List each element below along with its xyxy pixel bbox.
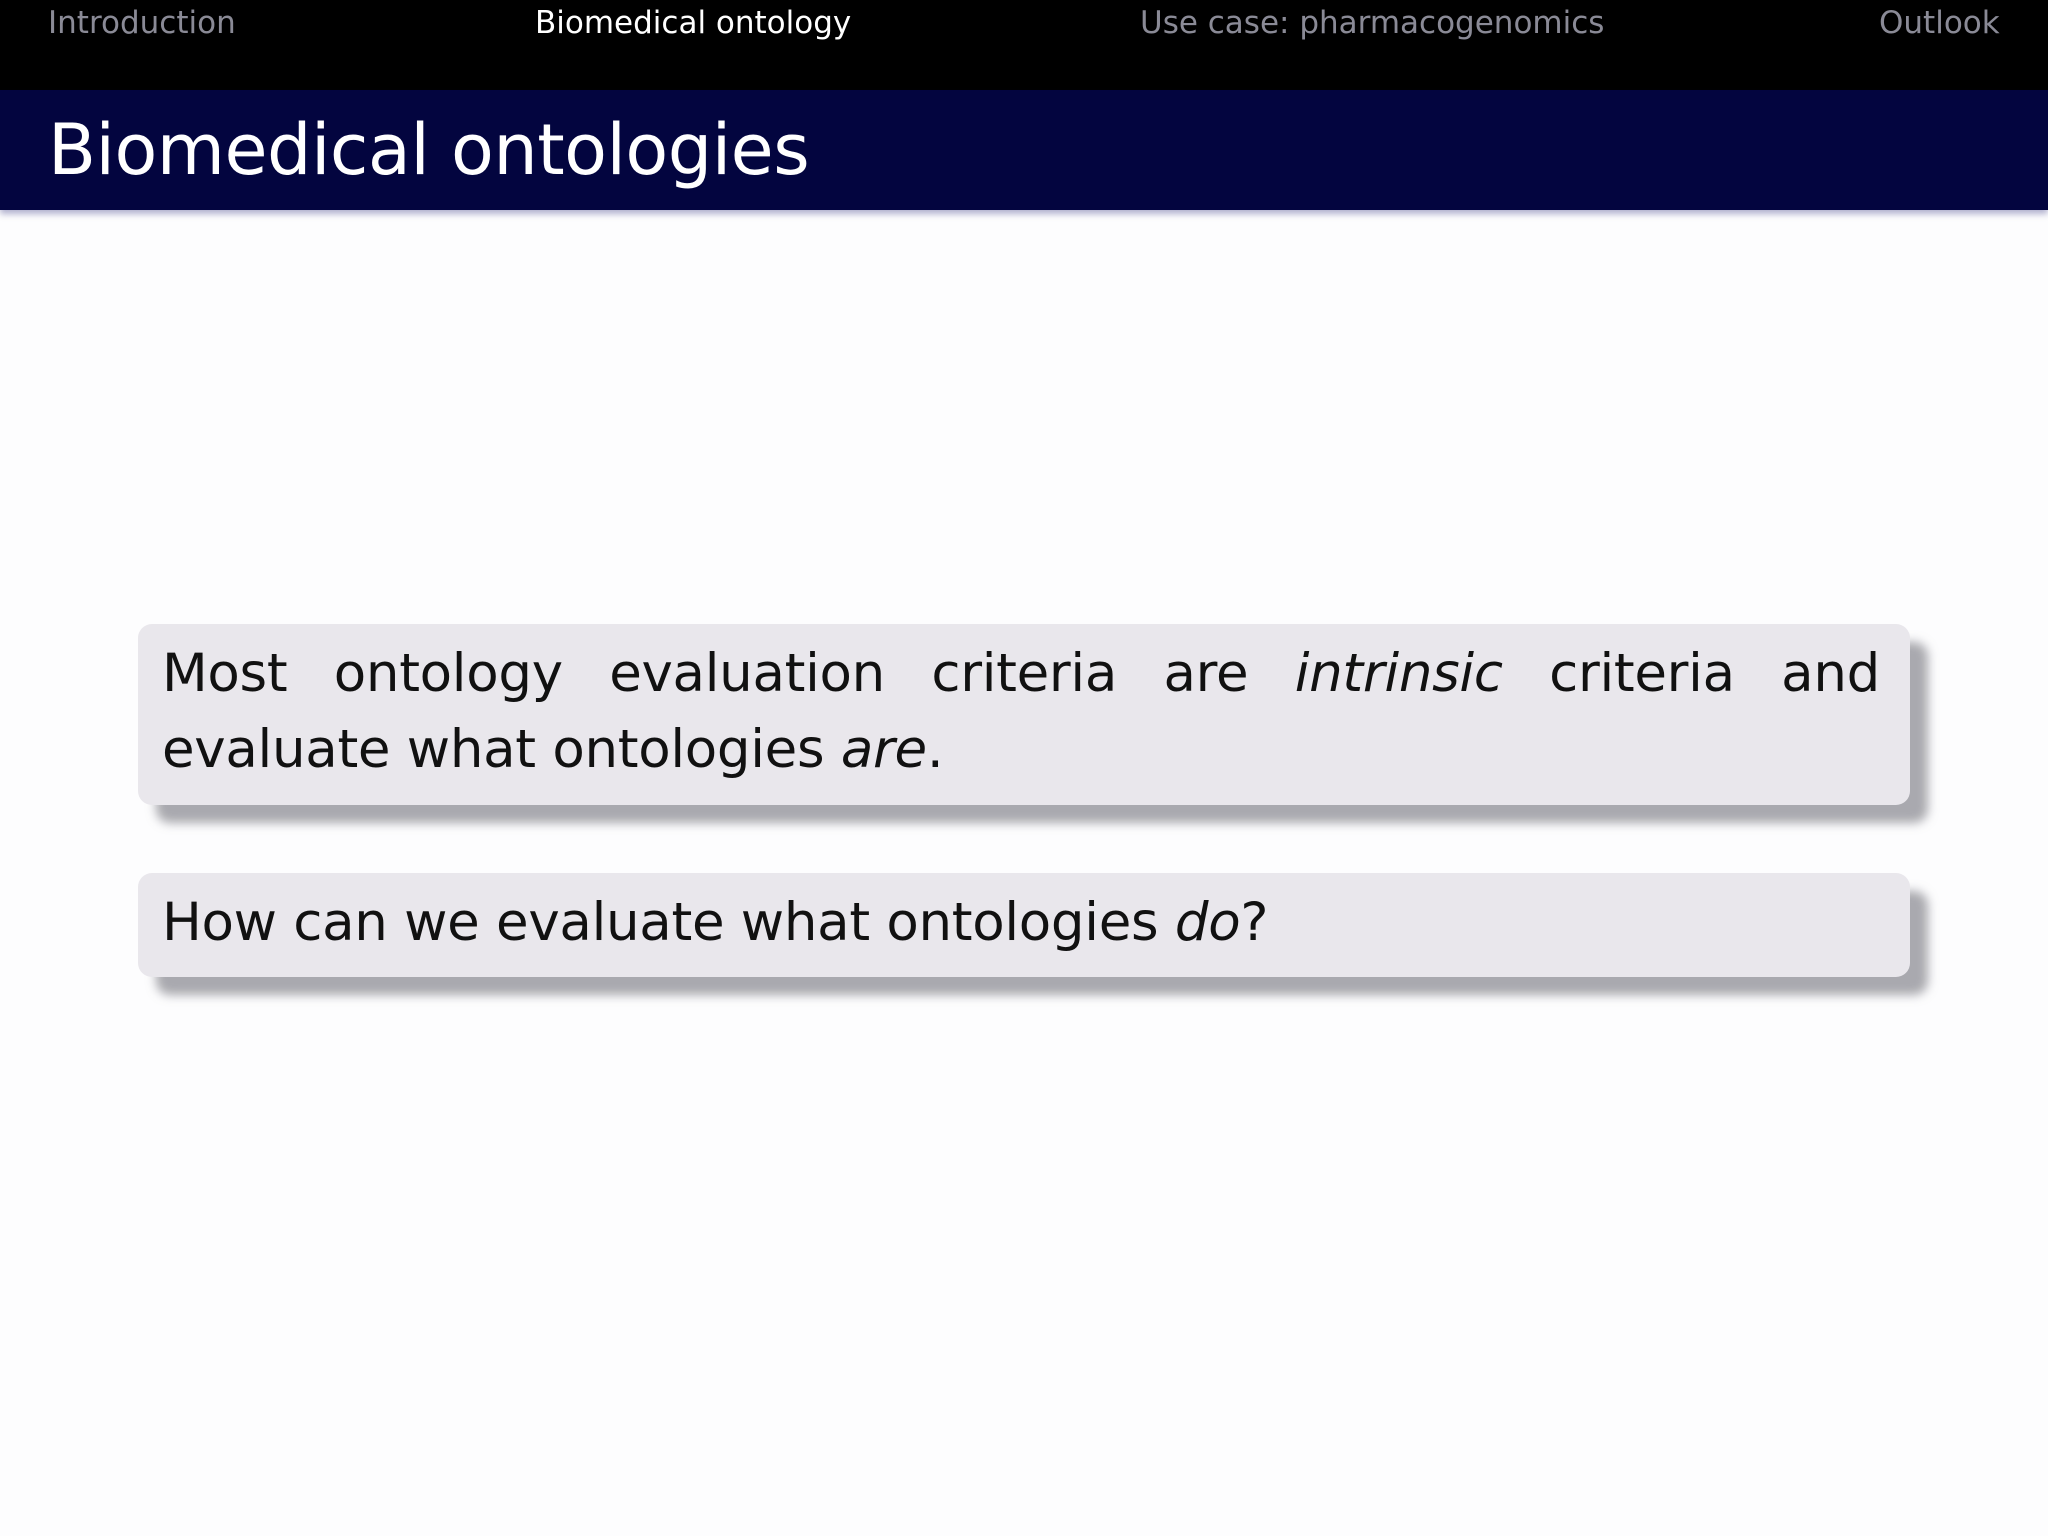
block-text — [162, 885, 1880, 961]
nav-item-biomedical-ontology[interactable]: Biomedical ontology — [535, 5, 852, 41]
nav-item-use-case[interactable]: Use case: pharmacogenomics — [1140, 5, 1605, 41]
block-text — [162, 636, 1880, 788]
text-segment: criteria and evaluate what ontologies — [162, 643, 1880, 780]
text-segment: ? — [1240, 892, 1269, 953]
nav-item-outlook[interactable]: Outlook — [1879, 5, 2000, 41]
frame-title-bar — [0, 90, 2048, 210]
content-block-question — [138, 873, 1910, 977]
emphasis-are: are — [840, 719, 927, 780]
emphasis-do: do — [1174, 892, 1241, 953]
text-segment: Most ontology evaluation criteria are — [162, 643, 1295, 704]
content-block-intrinsic-criteria — [138, 624, 1910, 805]
nav-item-introduction[interactable]: Introduction — [48, 5, 236, 41]
emphasis-intrinsic: intrinsic — [1294, 643, 1503, 704]
page-title: Biomedical ontologies — [48, 109, 810, 191]
text-segment: . — [926, 719, 944, 780]
text-segment: How can we evaluate what ontologies — [162, 892, 1175, 953]
section-navigation-bar — [0, 0, 2048, 90]
